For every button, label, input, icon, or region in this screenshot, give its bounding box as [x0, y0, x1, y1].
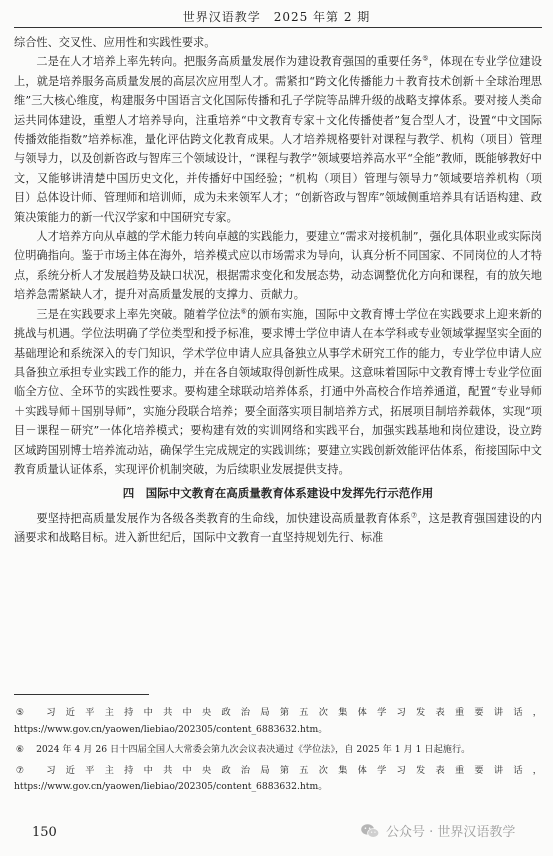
footnote-ref[interactable]: ⑦: [410, 511, 418, 520]
footnote-ref[interactable]: ⑤: [422, 54, 429, 63]
footnotes: [14, 705, 542, 800]
footnote-text: 2024 年 4 月 26 日十四届全国人大常委会第九次会议表决通过《学位法》，自 2025 年 1 月 1 日起施行。: [36, 744, 471, 755]
section-heading: 四 国际中文教育在高质量教育体系建设中发挥先行示范作用: [122, 486, 434, 501]
wechat-icon: [360, 823, 380, 839]
header-rule: [14, 27, 542, 28]
footnote-rule: [14, 694, 149, 695]
paragraph-text: 要坚持把高质量发展作为各级各类教育的生命线，加快建设高质量教育体系: [36, 511, 411, 525]
paragraph: 综合性、交叉性、应用性和实践性要求。: [14, 36, 216, 49]
footnote-mark: ⑤: [15, 707, 25, 718]
paragraph: [14, 52, 542, 227]
paragraph-text: 三是在实践要求上率先突破。随着学位法: [36, 307, 241, 321]
watermark: [360, 821, 515, 840]
paragraph-text: 二是在人才培养上率先转向。把服务高质量发展作为建设教育强国的重要任务: [36, 55, 423, 69]
page-number: 150: [32, 825, 57, 840]
paragraph-text: 的颁布实施，国际中文教育博士学位在实践要求上迎来新的挑战与机遇。学位法明确了学位类型和授予标准，要求博士学位申请人在本学科或专业领域掌握坚实全面的基础理论和系统深入的专门知识，学术学位申请人应具备独立从事学术研究工作的能力，专业学位申请人应具备独立承担专业实践工作的能力，并在各自领域取得创新性成果。这意味着国际中文教育博士专业学位面临全方位、全环节的实践性要求。要构建全球联动培养体系，打通中外高校合作培养通道，配置“专业导师＋实践导师＋国别导师”，实施分段联合培养；要全面落实项目制培养方式，拓展项目制培养载体，实现“项目－课程－研究”一体化培养模式；要构建有效的实训网络和实践平台，加强实践基地和岗位建设，设立跨区域跨国别博士培养流动站，确保学生完成规定的实践训练；要建立实践创新效能评估体系，衔接国际中文教育质量认证体系，实现评价机制突破，为后续职业发展提供支持。: [14, 307, 542, 476]
watermark-text: 公众号 · 世界汉语教学: [386, 825, 516, 840]
paragraph: [14, 305, 542, 480]
footnote: [14, 742, 542, 759]
footnote-text: 习近平主持中共中央政治局第五次集体学习发表重要讲话，https://www.gov.cn/yaowen/liebiao/202305/content_6883632.htm。: [14, 707, 542, 735]
footnote-mark: ⑦: [15, 764, 25, 776]
paragraph-text: ，这是教育强国建设的内涵要求和战略目标。进入新世纪后，国际中文教育一直坚持规划先行、标准: [14, 511, 542, 545]
paragraph: [14, 509, 542, 548]
footnote-text: 习近平主持中共中央政治局第五次集体学习发表重要讲话，https://www.gov.cn/yaowen/liebiao/202305/content_6883632.htm。: [14, 764, 542, 792]
footnote-mark: ⑥: [15, 744, 25, 755]
paragraph: 人才培养方向从卓越的学术能力转向卓越的实践能力，要建立“需求对接机制”，强化具体职业或实际岗位明确指向。鉴于市场主体在海外，培养模式应以市场需求为导向，认真分析不同国家、不同岗位的人才特点，系统分析人才发展趋势及缺口状况，根据需求变化和发展态势，动态调整优化方向和课程，有的放矢地培养急需紧缺人才，提升对高质量发展的支撑力、贡献力。: [14, 230, 542, 302]
running-header: 世界汉语教学 2025 年第 2 期: [182, 10, 371, 24]
footnote-ref[interactable]: ⑥: [240, 306, 248, 315]
footnote: [14, 763, 542, 796]
paragraph-text: ，体现在专业学位建设上，就是培养服务高质量发展的高层次应用型人才。需紧扣“跨文化传播能力＋教育技术创新＋全球治理思维”三大核心维度，构建服务中国语言文化国际传播和孔子学院等品牌升级的战略支撑体系。要对接人类命运共同体建设，重塑人才培养导向，注重培养“中文教育专家＋文化传播使者”复合型人才，设置“中文国际传播效能指数”培养标准，量化评估跨文化教育成果。人才培养规格要针对课程与教学、机构（项目）管理与领导力，以及创新咨政与智库三个领域设计，“课程与教学”领域要培养高水平“全能”教师，既能够教好中文，又能够讲清楚中国历史文化，并传播好中国经验；“机构（项目）管理与领导力”领域要培养机构（项目）总体设计师、管理师和培训师，成为未来领军人才；“创新咨政与智库”领域侧重培养具有话语构建、政策决策能力的新一代汉学家和中国研究专家。: [14, 55, 542, 224]
footnote: [14, 705, 542, 738]
article-body: [14, 33, 542, 548]
